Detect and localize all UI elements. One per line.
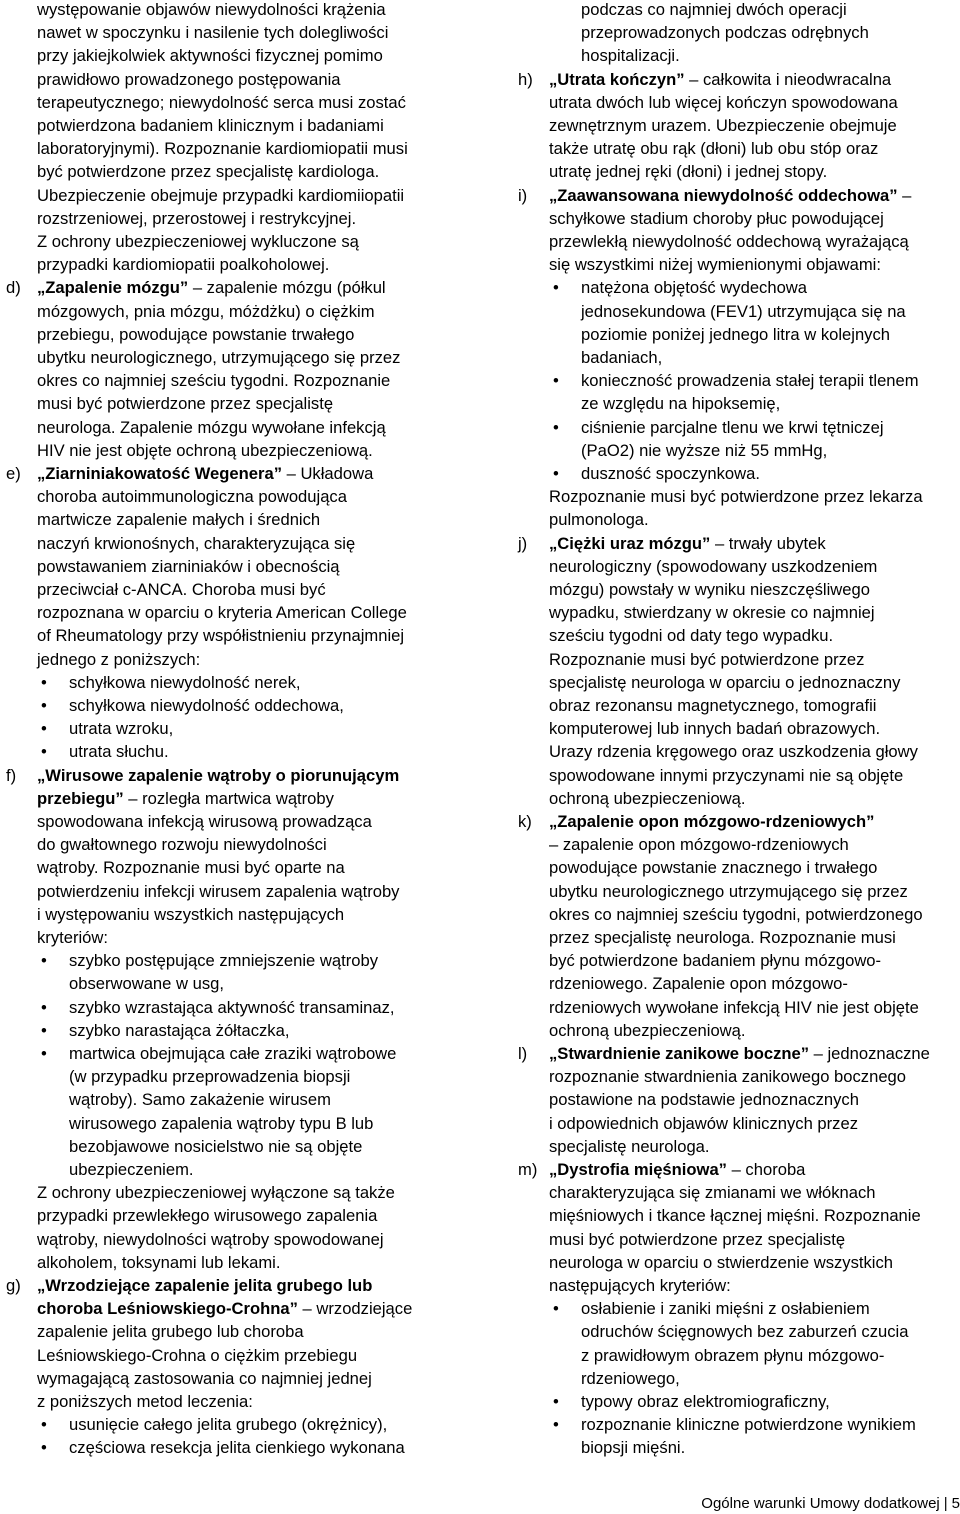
text-line (549, 508, 649, 531)
text-line (549, 91, 898, 114)
bullet-icon: • (41, 951, 47, 971)
term-heading: „Dystrofia mięśniowa” (549, 1160, 727, 1179)
text-line (37, 624, 404, 647)
bullet-icon: • (41, 1438, 47, 1458)
line-text: przebiegu, powodujące powstanie trwałego (37, 324, 355, 344)
text-line (37, 903, 344, 926)
text-line (37, 21, 388, 44)
list-marker: h) (518, 69, 533, 89)
line-text: usunięcie całego jelita grubego (okrężnicy), (69, 1415, 388, 1435)
line-text: odruchów ścięgnowych bez zaburzeń czucia (581, 1322, 909, 1342)
text-line (37, 1320, 304, 1343)
term-heading: „Utrata kończyn” (549, 69, 685, 89)
text-line (37, 300, 375, 323)
list-marker: f) (6, 765, 17, 785)
line-text: musi być potwierdzone przez specjalistę (549, 1229, 846, 1249)
line-text: podczas co najmniej dwóch operacji (581, 0, 847, 19)
line-text: się wszystkimi niżej wymienionymi objawami: (549, 255, 881, 275)
text-line (37, 1297, 412, 1320)
text-line (549, 717, 880, 740)
text-line (37, 114, 384, 137)
bullet-icon: • (41, 1020, 47, 1040)
text-line (37, 1274, 372, 1297)
term-heading: choroba Leśniowskiego-Crohna” (37, 1299, 298, 1319)
text-line (549, 926, 896, 949)
text-line (549, 740, 918, 763)
line-text: przypadki kardiomiopatii poalkoholowej. (37, 255, 330, 275)
line-text: choroba autoimmunologiczna powodująca (37, 487, 347, 507)
line-text: Ubezpieczenie obejmuje przypadki kardiomiiopatii (37, 185, 405, 205)
text-line (37, 369, 390, 392)
line-text: z poniższych metod leczenia: (37, 1392, 253, 1411)
text-line (581, 300, 906, 323)
text-line (581, 323, 890, 346)
line-text: ubytku neurologicznego, utrzymującego się przez (37, 348, 401, 367)
text-line (549, 1065, 906, 1088)
text-line (549, 949, 881, 972)
line-text: wypadku, stwierdzany w okresie co najmniej (549, 603, 875, 623)
line-text: – wrzodziejące (297, 1299, 413, 1319)
line-text: i występowaniu wszystkich następujących (37, 904, 345, 924)
line-text: hospitalizacji. (581, 46, 680, 66)
text-line (37, 392, 333, 415)
line-text: zewnętrznym urazem. Ubezpieczenie obejmuje (549, 116, 897, 135)
text-line (581, 392, 780, 415)
term-heading: „Wrzodziejące zapalenie jelita grubego lub (37, 1276, 373, 1295)
text-line (549, 1251, 893, 1274)
text-line (69, 1436, 405, 1459)
text-line (549, 230, 909, 253)
line-text: jednego z poniższych: (37, 649, 201, 669)
text-line (69, 1088, 331, 1111)
line-text: charakteryzująca się zmianami we włóknach (549, 1183, 876, 1203)
text-line (549, 137, 878, 160)
bullet-icon: • (553, 464, 559, 483)
text-line (37, 926, 108, 949)
text-line (37, 230, 359, 253)
line-text: biopsji mięśni. (581, 1438, 686, 1458)
bullet-icon: • (41, 1415, 47, 1435)
text-line (69, 1413, 387, 1436)
text-line (69, 671, 301, 694)
list-marker: k) (518, 812, 532, 831)
text-line (37, 462, 373, 485)
list-marker: l) (518, 1044, 528, 1063)
line-text: przypadki przewlekłego wirusowego zapalenia (37, 1206, 378, 1226)
text-line (581, 346, 662, 369)
text-line (69, 717, 173, 740)
line-text: – trwały ubytek (710, 533, 826, 553)
list-marker: g) (6, 1276, 21, 1295)
text-line (581, 1390, 830, 1413)
text-line (549, 648, 864, 671)
line-text: Leśniowskiego-Crohna o ciężkim przebiegu (37, 1345, 358, 1365)
line-text: neurologa w oparciu o stwierdzenie wszystkich (549, 1252, 894, 1272)
text-line (69, 1135, 362, 1158)
text-line (581, 1297, 870, 1320)
text-line (549, 624, 833, 647)
line-text: – jednoznaczne (809, 1044, 930, 1063)
line-text: i odpowiednich objawów klinicznych przez (549, 1113, 858, 1133)
line-text: Z ochrony ubezpieczeniowej wykluczone są (37, 232, 359, 251)
line-text: terapeutycznego; niewydolność serca musi zostać (37, 92, 406, 112)
bullet-icon: • (41, 997, 47, 1017)
text-line (549, 1158, 805, 1181)
footer-title: Ogólne warunki Umowy dodatkowej (701, 1495, 940, 1512)
line-text: następujących kryteriów: (549, 1276, 731, 1295)
text-line (549, 1042, 930, 1065)
term-heading: „Ziarniniakowatość Wegenera” (37, 464, 282, 483)
line-text: potwierdzona badaniem klinicznym i badaniami (37, 116, 384, 135)
line-text: poziomie poniżej jednego litra w kolejnych (581, 324, 891, 344)
line-text: mózgowych, pnia mózgu, móżdżku) o ciężkim (37, 301, 375, 321)
text-line (37, 1204, 377, 1227)
list-marker: j) (518, 533, 528, 553)
text-line (581, 1413, 916, 1436)
line-text: rozpoznanie stwardnienia zanikowego bocznego (549, 1067, 907, 1087)
text-line (549, 880, 908, 903)
text-line (549, 1181, 875, 1204)
text-line (549, 68, 891, 91)
bullet-icon: • (553, 417, 559, 437)
line-text: do gwałtownego rozwoju niewydolności (37, 835, 327, 855)
line-text: potwierdzeniu infekcji wirusem zapalenia wątroby (37, 881, 400, 901)
line-text: ze względu na hipoksemię, (581, 394, 781, 414)
text-line (37, 532, 355, 555)
list-marker: i) (518, 185, 528, 205)
line-text: Rozpoznanie musi być potwierdzone przez lekarza (549, 487, 923, 507)
text-line (549, 764, 903, 787)
line-text: HIV nie jest objęte ochroną ubezpieczeniową. (37, 440, 373, 460)
line-text: występowanie objawów niewydolności krążenia (37, 0, 386, 19)
line-text: (w przypadku przeprowadzenia biopsji (69, 1067, 351, 1087)
text-line (37, 1390, 253, 1413)
text-line (549, 1019, 746, 1042)
text-line (69, 1065, 350, 1088)
text-line (37, 880, 399, 903)
term-heading: przebiegu” (37, 788, 124, 808)
text-line (549, 856, 877, 879)
text-line (549, 810, 874, 833)
line-text: wątroby, niewydolności wątroby spowodowanej (37, 1229, 384, 1249)
text-line (549, 114, 897, 137)
line-text: mózgu) powstały w wyniku nieszczęśliwego (549, 580, 870, 599)
list-marker: e) (6, 464, 21, 483)
line-text: Rozpoznanie musi być potwierdzone przez (549, 649, 865, 669)
text-line (37, 1181, 395, 1204)
line-text: przeprowadzonych podczas odrębnych (581, 23, 869, 43)
bullet-icon: • (553, 1415, 559, 1435)
text-line (549, 207, 884, 230)
text-line (581, 416, 884, 439)
bullet-icon: • (41, 719, 47, 739)
line-text: utratę jednej ręki (dłoni) i jednej stopy. (549, 162, 828, 182)
text-line (549, 903, 923, 926)
bullet-icon: • (553, 371, 559, 391)
line-text: – rozległa martwica wątroby (123, 788, 334, 808)
line-text: z prawidłowym obrazem płynu mózgowo- (581, 1345, 885, 1365)
line-text: – całkowita i nieodwracalna (684, 69, 892, 89)
footer-separator: | (943, 1495, 948, 1512)
bullet-icon: • (41, 742, 47, 762)
text-line (37, 207, 356, 230)
line-text: utrata słuchu. (69, 742, 169, 762)
text-line (69, 1112, 373, 1135)
text-line (549, 253, 881, 276)
text-line (37, 439, 373, 462)
line-text: rdzeniowego, (581, 1368, 680, 1388)
line-text: być potwierdzone badaniem płynu mózgowo- (549, 951, 882, 971)
line-text: przewlekłą niewydolność oddechową wyrażającą (549, 232, 909, 251)
line-text: częściowa resekcja jelita cienkiego wykonana (69, 1438, 405, 1458)
line-text: powodujące powstanie znacznego i trwałego (549, 858, 878, 878)
line-text: przeciwciał c-ANCA. Choroba musi być (37, 580, 326, 599)
line-text: wątroby. Rozpoznanie musi być oparte na (37, 858, 345, 878)
line-text: szybko postępujące zmniejszenie wątroby (69, 951, 378, 971)
line-text: ciśnienie parcjalne tlenu we krwi tętniczej (581, 417, 884, 437)
line-text: szybko wzrastająca aktywność transaminaz, (69, 997, 395, 1017)
text-line (549, 833, 849, 856)
line-text: rdzeniowego. Zapalenie opon mózgowo- (549, 974, 848, 994)
text-line (549, 996, 919, 1019)
line-text: ochroną ubezpieczeniową. (549, 788, 746, 808)
text-line (69, 1019, 289, 1042)
text-line (37, 648, 200, 671)
text-line (37, 91, 406, 114)
line-text: utrata dwóch lub więcej kończyn spowodowana (549, 92, 898, 112)
text-line (581, 1344, 884, 1367)
bullet-icon: • (41, 672, 47, 692)
text-line (37, 555, 340, 578)
text-line (549, 1274, 731, 1297)
line-text: kryteriów: (37, 928, 108, 947)
text-line (37, 1228, 384, 1251)
line-text: powstawaniem ziarniniaków i obecnością (37, 556, 340, 576)
term-heading: „Zapalenie opon mózgowo-rdzeniowych” (549, 812, 875, 831)
text-line (37, 137, 408, 160)
text-line (37, 0, 386, 21)
line-text: okres co najmniej sześciu tygodni, potwierdzonego (549, 904, 923, 924)
line-text: wymagającą zastosowania co najmniej jednej (37, 1368, 372, 1388)
text-line (581, 1320, 908, 1343)
text-line (69, 694, 344, 717)
text-line (549, 532, 826, 555)
line-text: martwica obejmująca całe zraziki wątrobowe (69, 1044, 397, 1063)
line-text: rozpoznanie kliniczne potwierdzone wynikiem (581, 1415, 916, 1435)
text-line (37, 44, 383, 67)
line-text: (PaO2) nie wyższe niż 55 mmHg, (581, 440, 828, 460)
text-line (581, 276, 807, 299)
line-text: badaniach, (581, 348, 663, 367)
text-line (549, 1228, 845, 1251)
text-line (69, 972, 224, 995)
text-line (69, 996, 395, 1019)
line-text: rdzeniowych wywołane infekcją HIV nie jest objęte (549, 997, 919, 1017)
line-text: bezobjawowe nosicielstwo nie są objęte (69, 1136, 363, 1156)
bullet-icon: • (41, 1044, 47, 1063)
text-line (37, 508, 320, 531)
list-marker: d) (6, 278, 21, 298)
line-text: schyłkowa niewydolność oddechowa, (69, 696, 344, 715)
text-line (549, 694, 876, 717)
text-line (37, 787, 334, 810)
text-line (549, 1112, 858, 1135)
line-text: mięśniowych i tkance łącznej mięśni. Rozpoznanie (549, 1206, 921, 1226)
line-text: osłabienie i zaniki mięśni z osłabieniem (581, 1299, 870, 1319)
text-line (37, 1251, 280, 1274)
line-text: sześciu tygodni od daty tego wypadku. (549, 626, 834, 646)
bullet-icon: • (553, 278, 559, 298)
text-line (37, 253, 329, 276)
text-line (37, 764, 399, 787)
line-text: ubezpieczeniem. (69, 1160, 194, 1179)
line-text: rozpoznana w oparciu o kryteria American College (37, 603, 407, 623)
text-line (37, 810, 372, 833)
line-text: typowy obraz elektromiograficzny, (581, 1392, 830, 1411)
text-line (37, 68, 341, 91)
line-text: także utratę obu rąk (dłoni) lub obu stóp oraz (549, 139, 879, 159)
text-line (549, 601, 875, 624)
line-text: – Układowa (282, 464, 374, 483)
line-text: obraz rezonansu magnetycznego, tomografii (549, 696, 877, 715)
text-line (581, 439, 827, 462)
text-line (549, 485, 923, 508)
line-text: wirusowego zapalenia wątroby typu B lub (69, 1113, 374, 1133)
line-text: obserwowane w usg, (69, 974, 224, 994)
term-heading: „Wirusowe zapalenie wątroby o piorunującym (37, 765, 400, 785)
line-text: of Rheumatology przy współistnieniu przynajmniej (37, 626, 405, 646)
text-line (549, 972, 848, 995)
line-text: prawidłowo prowadzonego postępowania (37, 69, 341, 89)
text-line (581, 21, 869, 44)
line-text: musi być potwierdzone przez specjalistę (37, 394, 334, 414)
text-line (37, 601, 407, 624)
text-line (69, 1158, 194, 1181)
line-text: postawione na podstawie jednoznacznych (549, 1090, 859, 1110)
line-text: przy jakiejkolwiek aktywności fizycznej pomimo (37, 46, 383, 66)
line-text: spowodowane innymi przyczynami nie są objęte (549, 765, 904, 785)
text-line (69, 949, 378, 972)
page-footer (640, 1495, 960, 1513)
text-line (37, 856, 345, 879)
text-line (549, 578, 870, 601)
text-line (37, 184, 404, 207)
line-text: schyłkowa niewydolność nerek, (69, 672, 301, 692)
line-text: – zapalenie mózgu (półkul (188, 278, 386, 298)
text-line (37, 323, 354, 346)
line-text: utrata wzroku, (69, 719, 174, 739)
text-line (37, 1367, 372, 1390)
text-line (581, 462, 760, 485)
text-line (37, 833, 327, 856)
text-line (581, 1367, 680, 1390)
text-line (549, 671, 900, 694)
text-line (37, 578, 326, 601)
line-text: neurologiczny (spowodowany uszkodzeniem (549, 556, 878, 576)
text-line (549, 787, 746, 810)
text-line (581, 1436, 685, 1459)
text-line (581, 44, 680, 67)
line-text: natężona objętość wydechowa (581, 278, 808, 298)
text-line (37, 485, 347, 508)
line-text: martwicze zapalenie małych i średnich (37, 510, 321, 530)
text-line (69, 740, 169, 763)
bullet-icon: • (41, 696, 47, 715)
line-text: Urazy rdzenia kręgowego oraz uszkodzenia głowy (549, 742, 918, 762)
line-text: nawet w spoczynku i nasilenie tych dolegliwości (37, 23, 389, 43)
line-text: alkoholem, toksynami lub lekami. (37, 1252, 281, 1272)
term-heading: „Zapalenie mózgu” (37, 278, 189, 298)
list-marker: m) (518, 1160, 538, 1179)
line-text: zapalenie jelita grubego lub choroba (37, 1322, 304, 1342)
line-text: – (897, 185, 912, 205)
text-line (581, 0, 847, 21)
line-text: wątroby). Samo zakażenie wirusem (69, 1090, 331, 1110)
text-line (549, 160, 827, 183)
text-line (37, 346, 400, 369)
line-text: schyłkowe stadium choroby płuc powodującej (549, 208, 884, 228)
line-text: komputerowej lub innych badań obrazowych. (549, 719, 881, 739)
line-text: specjalistę neurologa. (549, 1136, 710, 1156)
text-line (69, 1042, 396, 1065)
line-text: jednosekundowa (FEV1) utrzymująca się na (581, 301, 906, 321)
line-text: – zapalenie opon mózgowo-rdzeniowych (549, 835, 849, 855)
text-line (549, 1135, 710, 1158)
line-text: konieczność prowadzenia stałej terapii tlenem (581, 371, 919, 391)
text-line (549, 184, 911, 207)
term-heading: „Zaawansowana niewydolność oddechowa” (549, 185, 898, 205)
text-line (581, 369, 919, 392)
line-text: pulmonologa. (549, 510, 649, 530)
bullet-icon: • (553, 1299, 559, 1319)
line-text: ubytku neurologicznego utrzymującego się przez (549, 881, 908, 901)
text-line (549, 1088, 859, 1111)
line-text: – choroba (726, 1160, 806, 1179)
line-text: Z ochrony ubezpieczeniowej wyłączone są także (37, 1183, 395, 1203)
line-text: rozstrzeniowej, przerostowej i restrykcyjnej. (37, 208, 357, 228)
text-line (37, 416, 386, 439)
line-text: laboratoryjnymi). Rozpoznanie kardiomiopatii musi (37, 139, 408, 159)
line-text: szybko narastająca żółtaczka, (69, 1020, 290, 1040)
line-text: spowodowana infekcją wirusową prowadząca (37, 812, 372, 831)
page-number: 5 (951, 1495, 960, 1512)
line-text: duszność spoczynkowa. (581, 464, 760, 483)
line-text: przez specjalistę neurologa. Rozpoznanie musi (549, 928, 896, 947)
term-heading: „Ciężki uraz mózgu” (549, 533, 711, 553)
text-line (37, 1344, 357, 1367)
text-line (37, 160, 379, 183)
text-line (549, 1204, 921, 1227)
line-text: okres co najmniej sześciu tygodni. Rozpoznanie (37, 371, 391, 391)
line-text: neurologa. Zapalenie mózgu wywołane infekcją (37, 417, 386, 437)
line-text: być potwierdzone przez specjalistę kardiologa. (37, 162, 380, 182)
text-line (37, 276, 386, 299)
line-text: ochroną ubezpieczeniową. (549, 1020, 746, 1040)
term-heading: „Stwardnienie zanikowe boczne” (549, 1044, 810, 1063)
line-text: specjalistę neurologa w oparciu o jednoznaczny (549, 672, 901, 692)
bullet-icon: • (553, 1392, 559, 1411)
text-line (549, 555, 877, 578)
line-text: naczyń krwionośnych, charakteryzująca się (37, 533, 356, 553)
